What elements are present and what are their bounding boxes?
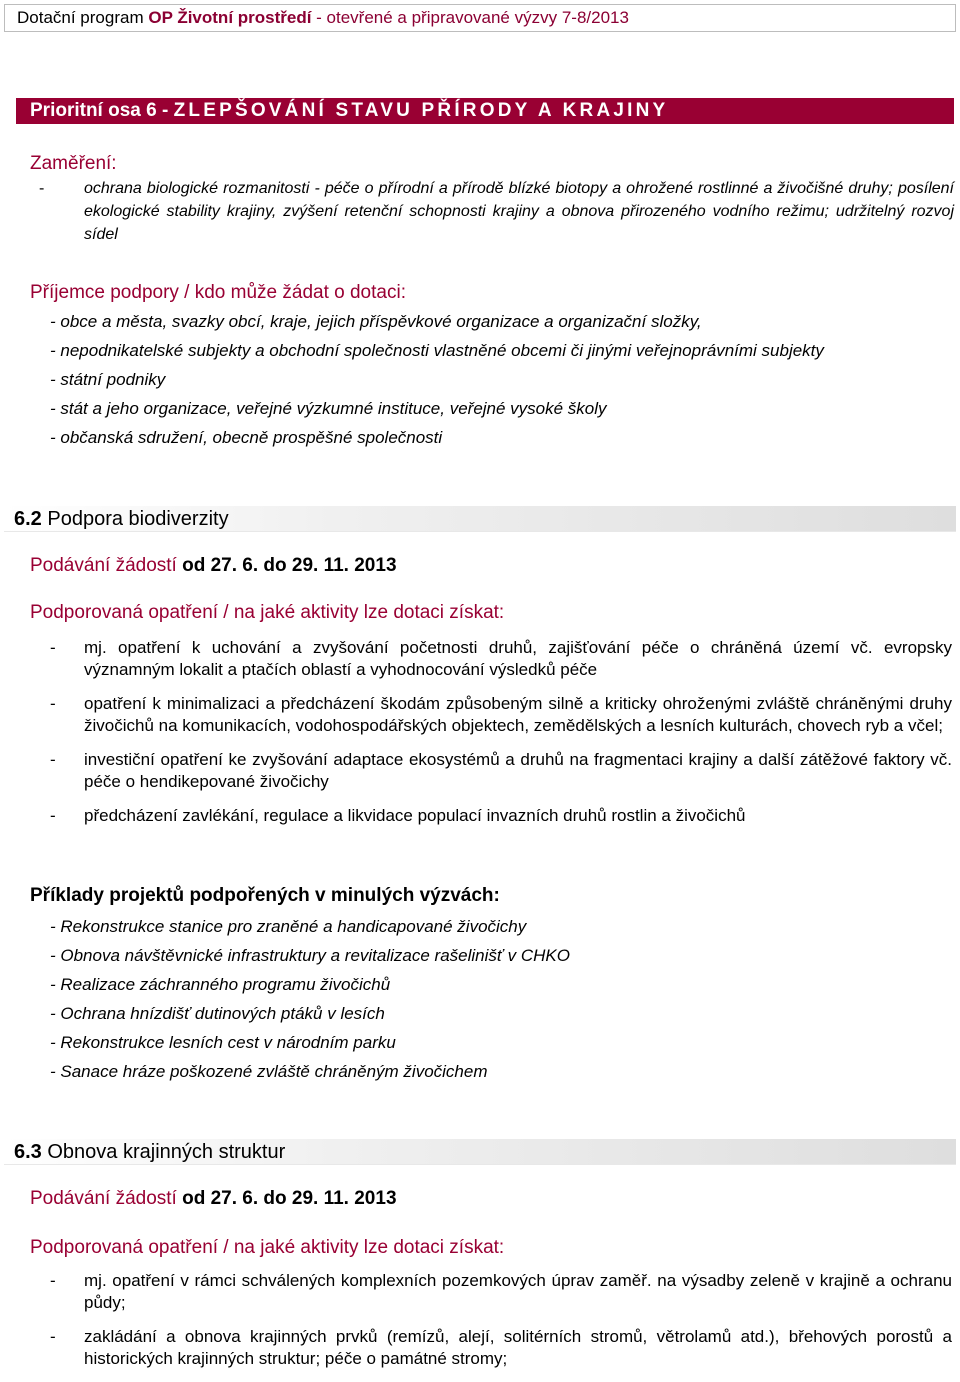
list-item: - obce a města, svazky obcí, kraje, jejich příspěvkové organizace a organizační složky, [50,312,702,331]
list-item [50,749,952,793]
header-program: OP Životní prostředí [148,8,312,27]
section-number: 6.2 [14,508,42,530]
measure-text: mj. opatření k uchování a zvyšování početnosti druhů, zajišťování péče o chráněná území vč. evropsky významným lokalit a ptačích oblastí a vyhodnocování výsledků péče [84,638,952,679]
section-number: 6.3 [14,1141,42,1163]
dash: - [50,806,56,825]
measure-text: mj. opatření v rámci schválených komplexních pozemkových úprav zaměř. na výsadby zeleně v krajině a ochranu půdy; [84,1271,952,1312]
focus-dash: - [39,180,45,197]
focus-item [36,177,954,246]
header-prefix: Dotační program [17,8,149,27]
list-item [50,693,952,737]
axis-prefix: Prioritní osa 6 - [30,100,174,121]
application-period-6-3 [30,1187,397,1211]
dash: - [50,638,56,657]
measures-heading-6-3: Podporovaná opatření / na jaké aktivity lze dotaci získat: [30,1237,505,1258]
recipients-heading: Příjemce podpory / kdo může žádat o dotaci: [30,282,406,303]
dash: - [50,694,56,713]
date-value: od 27. 6. do 29. 11. 2013 [176,555,397,576]
list-item: - Rekonstrukce stanice pro zraněné a handicapované živočichy [50,917,527,936]
list-item: - stát a jeho organizace, veřejné výzkumné instituce, veřejné vysoké školy [50,399,607,418]
recipients-list [50,307,824,452]
section-title: Obnova krajinných struktur [41,1141,286,1163]
axis-title: ZLEPŠOVÁNÍ STAVU PŘÍRODY A KRAJINY [173,100,669,121]
dash: - [50,1271,56,1290]
focus-list [36,177,954,246]
examples-list [50,912,570,1086]
measures-list-6-3 [50,1270,952,1382]
application-period-6-2 [30,554,397,578]
list-item: - Ochrana hnízdišť dutinových ptáků v lesích [50,1004,385,1023]
dash: - [50,750,56,769]
measure-text: investiční opatření ke zvyšování adaptace ekosystémů a druhů na fragmentaci krajiny a další zátěžové faktory vč. péče o hendikepované živočichy [84,750,952,791]
measures-heading-6-2: Podporovaná opatření / na jaké aktivity lze dotaci získat: [30,602,505,623]
date-value: od 27. 6. do 29. 11. 2013 [176,1188,397,1209]
date-prefix: Podávání žádostí [30,555,177,576]
measures-list-6-2 [50,637,952,839]
section-heading-6-3 [4,1139,956,1165]
measure-text: zakládání a obnova krajinných prvků (remízů, alejí, solitérních stromů, větrolamů atd.), břehových porostů a historických krajinných struktur; péče o památné stromy; [84,1327,952,1368]
measure-text: předcházení zavlékání, regulace a likvidace populací invazních druhů rostlin a živočichů [84,806,746,825]
list-item: - nepodnikatelské subjekty a obchodní společnosti vlastněné obcemi či jinými veřejnoprávními subjekty [50,341,824,360]
list-item [50,637,952,681]
measure-text: opatření k minimalizaci a předcházení škodám způsobeným silně a kriticky ohroženými zvláště chráněnými druhy živočichů na komunikacích, vodohospodářských objektech, zemědělských a lesních kulturách, chovech ryb a včel; [84,694,952,735]
priority-axis-bar [16,98,954,124]
list-item [50,1270,952,1314]
list-item: - Realizace záchranného programu živočichů [50,975,391,994]
list-item: - Rekonstrukce lesních cest v národním parku [50,1033,396,1052]
list-item [50,1326,952,1370]
date-prefix: Podávání žádostí [30,1188,177,1209]
focus-text: ochrana biologické rozmanitosti - péče o přírodní a přírodě blízké biotopy a ohrožené rostlinné a živočišné druhy; posílení ekologické stability krajiny, zvýšení retenční schopnosti krajiny a obnova přirozeného vodního režimu; udržitelný rozvoj sídel [84,180,954,243]
page-header [4,4,956,32]
list-item: - Sanace hráze poškozené zvláště chráněným živočichem [50,1062,488,1081]
list-item: - Obnova návštěvnické infrastruktury a revitalizace rašelinišť v CHKO [50,946,570,965]
list-item: - občanská sdružení, obecně prospěšné společnosti [50,428,443,447]
focus-heading: Zaměření: [30,153,117,174]
section-title: Podpora biodiverzity [41,508,229,530]
section-heading-6-2 [4,506,956,532]
examples-heading: Příklady projektů podpořených v minulých výzvách: [30,885,500,906]
dash: - [50,1327,56,1346]
list-item [50,805,952,827]
header-suffix: - otevřené a připravované výzvy 7-8/2013 [311,8,629,27]
list-item: - státní podniky [50,370,166,389]
